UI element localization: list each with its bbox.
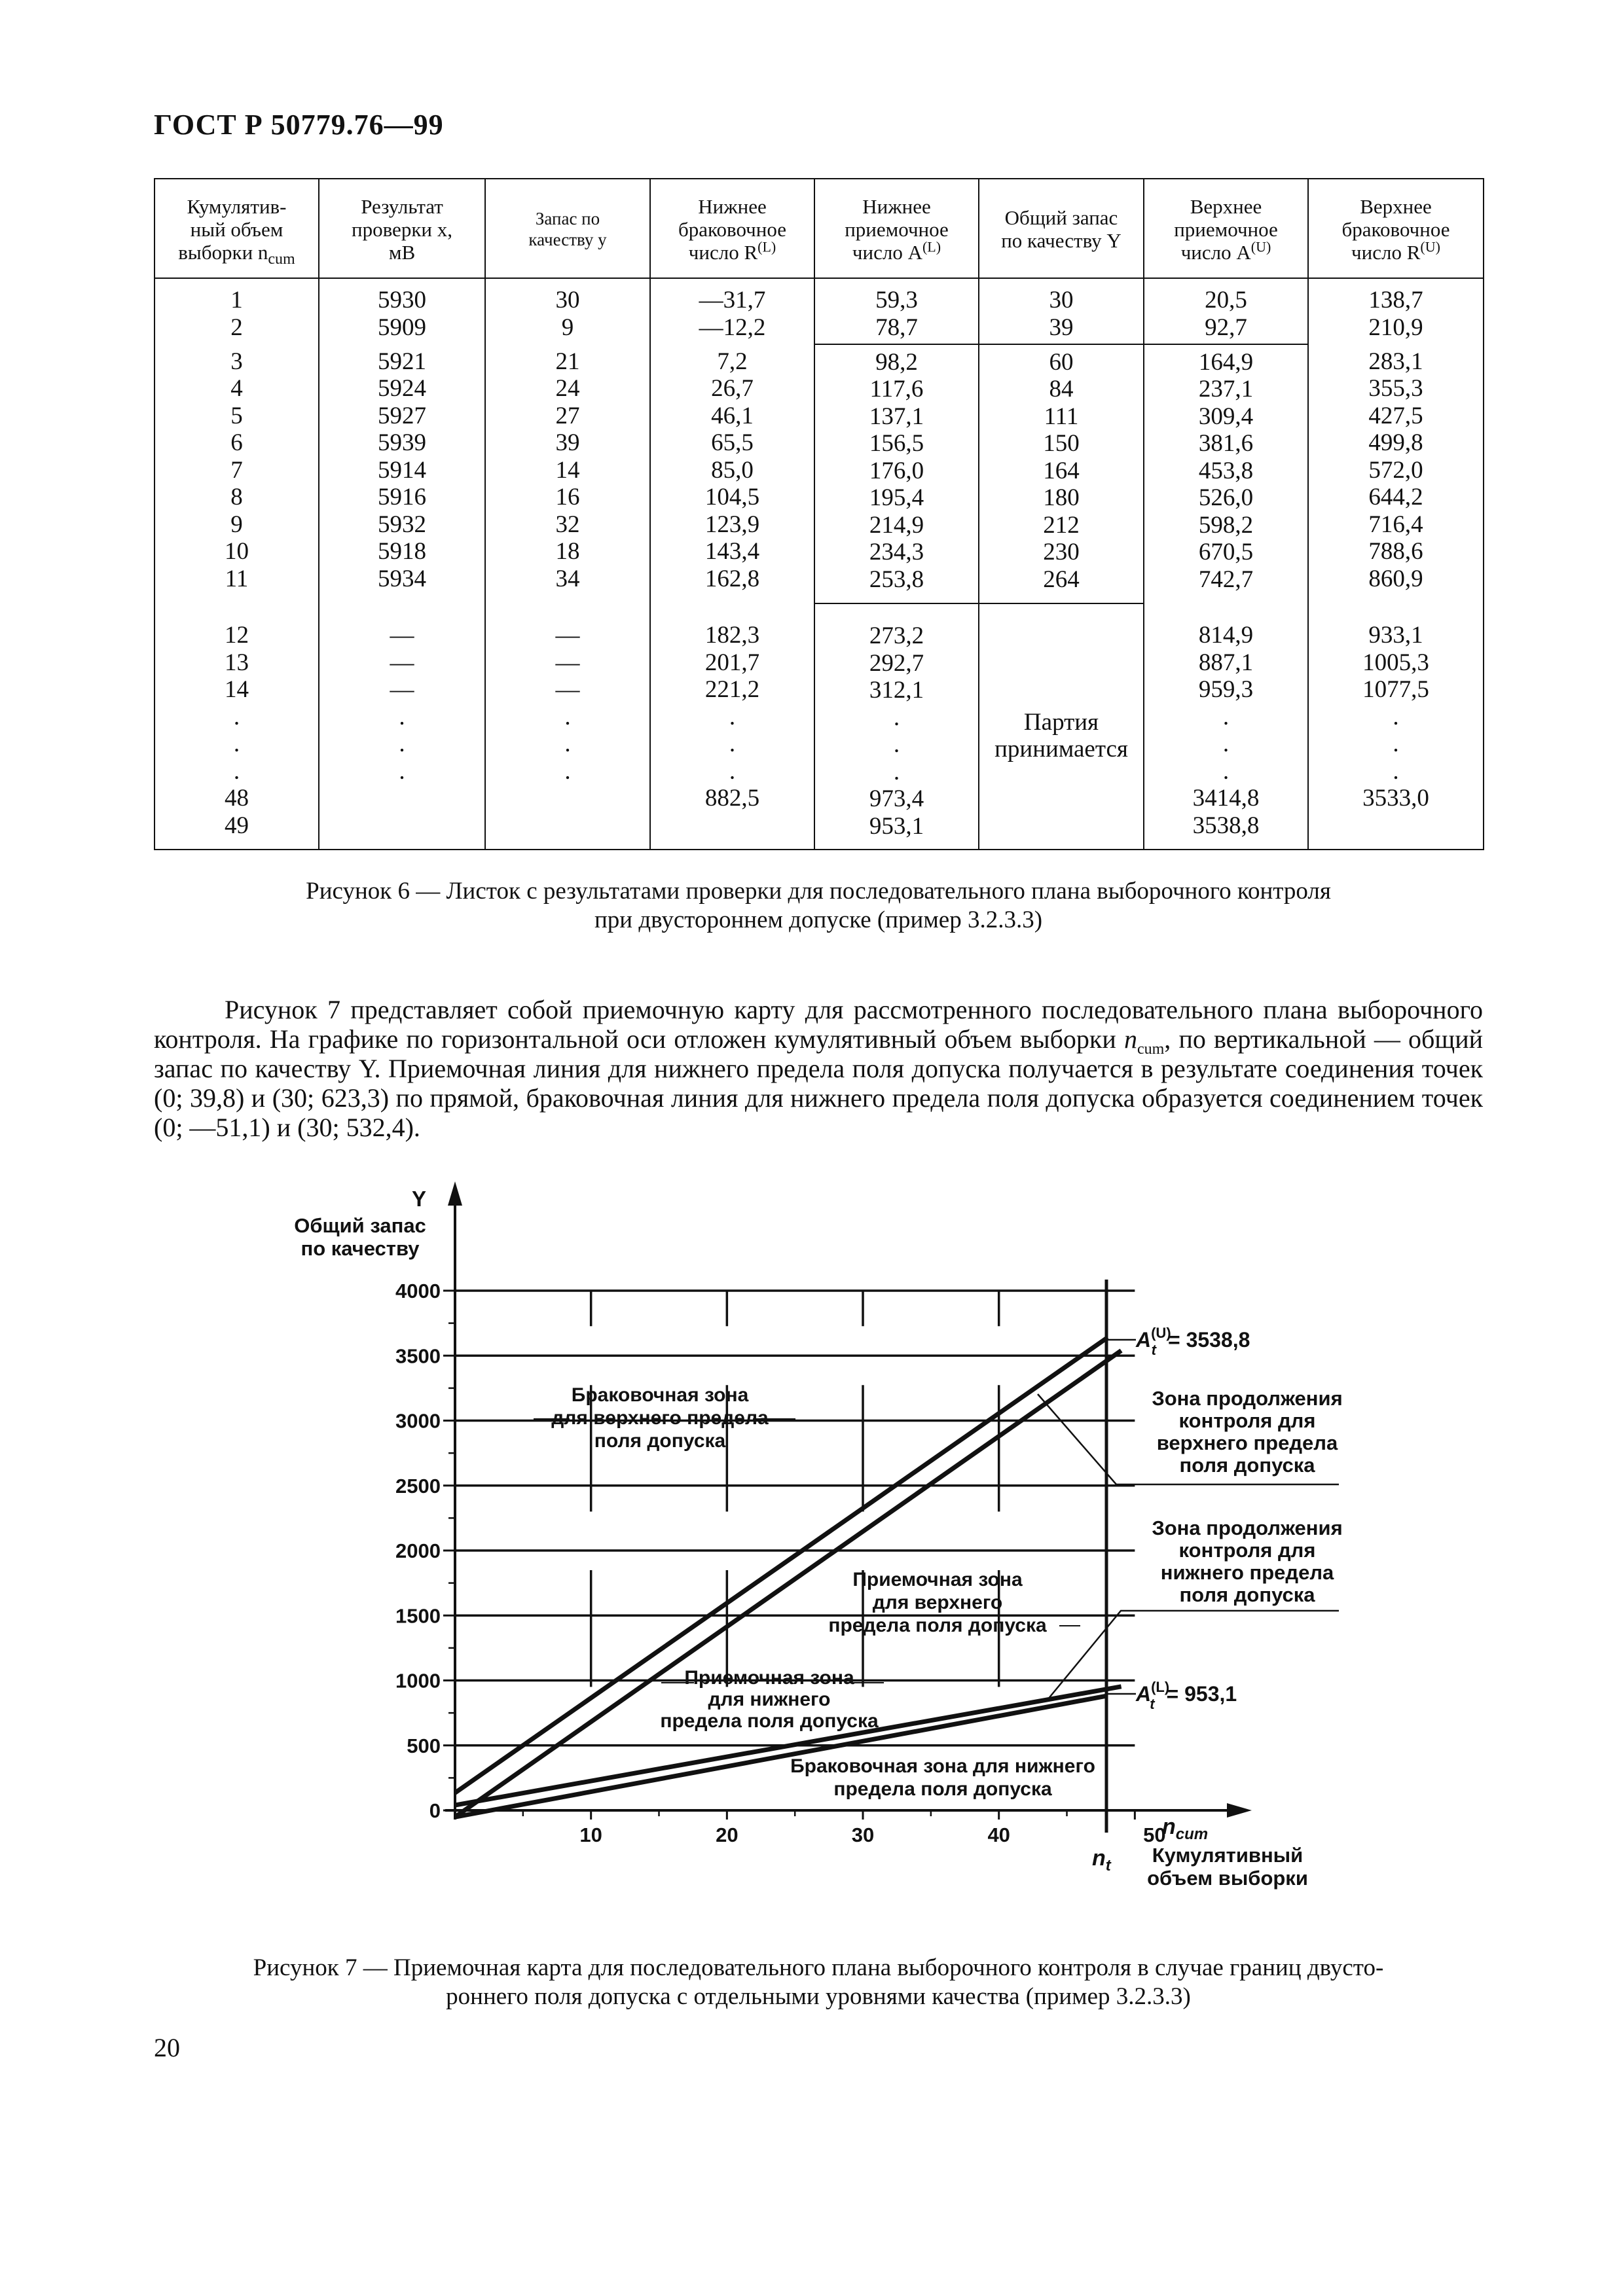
svg-text:для верхнего предела: для верхнего предела: [551, 1407, 769, 1429]
figure-6-caption: Рисунок 6 — Листок с результатами проверки для последовательного плана выборочного контроля при двустороннем допуске (пример 3.2.3.3): [306, 878, 1331, 933]
svg-text:нижнего предела: нижнего предела: [1160, 1561, 1334, 1584]
cell-col7-block1: 20,5 92,7: [1144, 278, 1308, 344]
tick-label-x-50: 50: [1143, 1823, 1166, 1846]
tick-label-y-1000: 1000: [395, 1669, 441, 1693]
cell-col4-block3: 182,3 201,7 221,2 . . . 882,5: [650, 603, 814, 850]
tick-label-y-2000: 2000: [395, 1539, 441, 1562]
svg-text:Приемочная зона: Приемочная зона: [684, 1667, 854, 1689]
tick-label-y-2500: 2500: [395, 1474, 441, 1498]
cell-lot-accepted: Партия принимается: [979, 603, 1144, 850]
nt-label: $n_t$: [1092, 1846, 1111, 1874]
tick-label-x-20: 20: [716, 1823, 739, 1846]
cell-col3-block1: 30 9: [485, 278, 650, 344]
x-axis-arrow: [1227, 1803, 1252, 1818]
svg-text:Зона продолжения: Зона продолжения: [1152, 1387, 1343, 1410]
svg-text:предела поля допуска: предела поля допуска: [828, 1615, 1047, 1636]
cell-col8-block2: 283,1 355,3 427,5 499,8 572,0 644,2 716,4 788,6 860,9: [1308, 344, 1484, 603]
svg-text:верхнего предела: верхнего предела: [1156, 1431, 1338, 1454]
tick-label-y-3000: 3000: [395, 1409, 441, 1433]
svg-text:предела поля допуска: предела поля допуска: [660, 1710, 879, 1732]
y-axis-label-line2: по качеству: [301, 1237, 420, 1260]
svg-text:поля допуска: поля допуска: [594, 1430, 726, 1452]
cell-col8-block3: 933,1 1005,3 1077,5 . . . 3533,0: [1308, 603, 1484, 850]
label-upper-continue-zone: [1152, 1387, 1342, 1477]
header-upper-reject: Верхнее браковочное число $R^{(U)}$: [1308, 179, 1484, 278]
cell-col5-block3: 273,2 292,7 312,1 . . . 973,4 953,1: [814, 603, 979, 850]
cell-col7-block3: 814,9 887,1 959,3 . . . 3414,8 3538,8: [1144, 603, 1308, 850]
cell-col5-block2: 98,2 117,6 137,1 156,5 176,0 195,4 214,9 234,3 253,8: [814, 344, 979, 603]
au-label: $A^{(U)}$ t = 3538,8: [1136, 1325, 1250, 1358]
tick-label-y-0: 0: [429, 1799, 441, 1822]
svg-text:для верхнего: для верхнего: [872, 1592, 1003, 1613]
svg-text:предела поля допуска: предела поля допуска: [833, 1778, 1052, 1800]
cell-col2-block3: — — — . . .: [319, 603, 485, 850]
header-cumulative-size: Кумулятив- ный объем выборки $n_{cum}$: [155, 179, 319, 278]
y-axis-arrow: [448, 1181, 462, 1206]
cell-col4-block2: 7,2 26,7 46,1 65,5 85,0 104,5 123,9 143,4 162,8: [650, 344, 814, 603]
header-test-result: Результат проверки x, мВ: [319, 179, 485, 278]
label-lower-reject-zone: [790, 1755, 1095, 1800]
svg-text:поля допуска: поля допуска: [1179, 1583, 1315, 1606]
cell-col8-block1: 138,7 210,9: [1308, 278, 1484, 344]
tick-label-y-500: 500: [407, 1734, 441, 1757]
body-paragraph: Рисунок 7 представляет собой приемочную карту для рассмотренного последовательного плана выборочного контроля. На графике по горизонтальной оси отложен кумулятивный объем выборки $n_{cum}$, по вертикальной — общий запас по качеству Y. Приемочная линия для нижнего предела поля допуска получается в результате соединения точек (0; 39,8) и (30; 623,3) по прямой, браковочная линия для нижнего предела поля допуска образуется соединением точек (0; —51,1) и (30; 532,4).: [154, 995, 1484, 1142]
tick-label-x-40: 40: [987, 1823, 1010, 1846]
header-upper-accept: Верхнее приемочное число $A^{(U)}$: [1144, 179, 1308, 278]
tick-label-y-1500: 1500: [395, 1604, 441, 1628]
header-total-margin: Общий запас по качеству Y: [979, 179, 1144, 278]
svg-text:Браковочная зона для нижнего: Браковочная зона для нижнего: [790, 1755, 1095, 1777]
label-upper-accept-zone: [828, 1569, 1047, 1636]
svg-text:поля допуска: поля допуска: [1179, 1454, 1315, 1477]
page-number: 20: [154, 2033, 180, 2062]
x-axis-label-line2: объем выборки: [1147, 1867, 1308, 1890]
y-axis-label-line1: Общий запас: [294, 1214, 426, 1237]
cell-col7-block2: 164,9 237,1 309,4 381,6 453,8 526,0 598,2 670,5 742,7: [1144, 344, 1308, 603]
header-lower-accept: Нижнее приемочное число $A^{(L)}$: [814, 179, 979, 278]
tick-label-y-3500: 3500: [395, 1344, 441, 1368]
cell-col3-block3: — — — . . .: [485, 603, 650, 850]
cell-col3-block2: 21 24 27 39 14 16 32 18 34: [485, 344, 650, 603]
svg-text:для нижнего: для нижнего: [708, 1689, 831, 1710]
document-header: ГОСТ Р 50779.76—99: [154, 109, 444, 141]
cell-col1-block2: 3 4 5 6 7 8 9 10 11: [155, 344, 319, 603]
label-upper-reject-zone: [551, 1384, 769, 1452]
tick-label-x-30: 30: [851, 1823, 875, 1846]
y-axis-symbol: Y: [411, 1187, 427, 1211]
svg-text:Браковочная зона: Браковочная зона: [571, 1384, 749, 1406]
cell-col2-block1: 5930 5909: [319, 278, 485, 344]
tick-label-x-10: 10: [579, 1823, 602, 1846]
cell-col5-block1: 59,3 78,7: [814, 278, 979, 344]
label-lower-accept-zone: [660, 1667, 879, 1732]
cell-col1-block3: 12 13 14 . . . 48 49: [155, 603, 319, 850]
svg-text:контроля для: контроля для: [1178, 1409, 1316, 1432]
al-label: $A^{(L)}$ t = 953,1: [1136, 1679, 1237, 1712]
header-lower-reject: Нижнее браковочное число $R^{(L)}$: [650, 179, 814, 278]
svg-text:Приемочная зона: Приемочная зона: [852, 1569, 1023, 1590]
header-quality-margin: Запас по качеству y: [485, 179, 650, 278]
svg-text:Зона продолжения: Зона продолжения: [1152, 1516, 1343, 1539]
x-axis-symbol: $n_{cum}$: [1162, 1814, 1209, 1843]
figure-7-caption: Рисунок 7 — Приемочная карта для последовательного плана выборочного контроля в случае границ двусто- роннего поля допуска с отдельными уровнями качества (пример 3.2.3.3): [253, 1954, 1384, 2010]
cell-col6-block2: 60 84 111 150 164 180 212 230 264: [979, 344, 1144, 603]
x-axis-label-line1: Кумулятивный: [1152, 1844, 1304, 1867]
cell-col4-block1: —31,7 —12,2: [650, 278, 814, 344]
cell-col6-block1: 30 39: [979, 278, 1144, 344]
cell-col1-block1: 1 2: [155, 278, 319, 344]
svg-text:контроля для: контроля для: [1178, 1539, 1316, 1562]
cell-col2-block2: 5921 5924 5927 5939 5914 5916 5932 5918 5934: [319, 344, 485, 603]
label-lower-continue-zone: [1152, 1516, 1342, 1606]
tick-label-y-4000: 4000: [395, 1280, 441, 1302]
